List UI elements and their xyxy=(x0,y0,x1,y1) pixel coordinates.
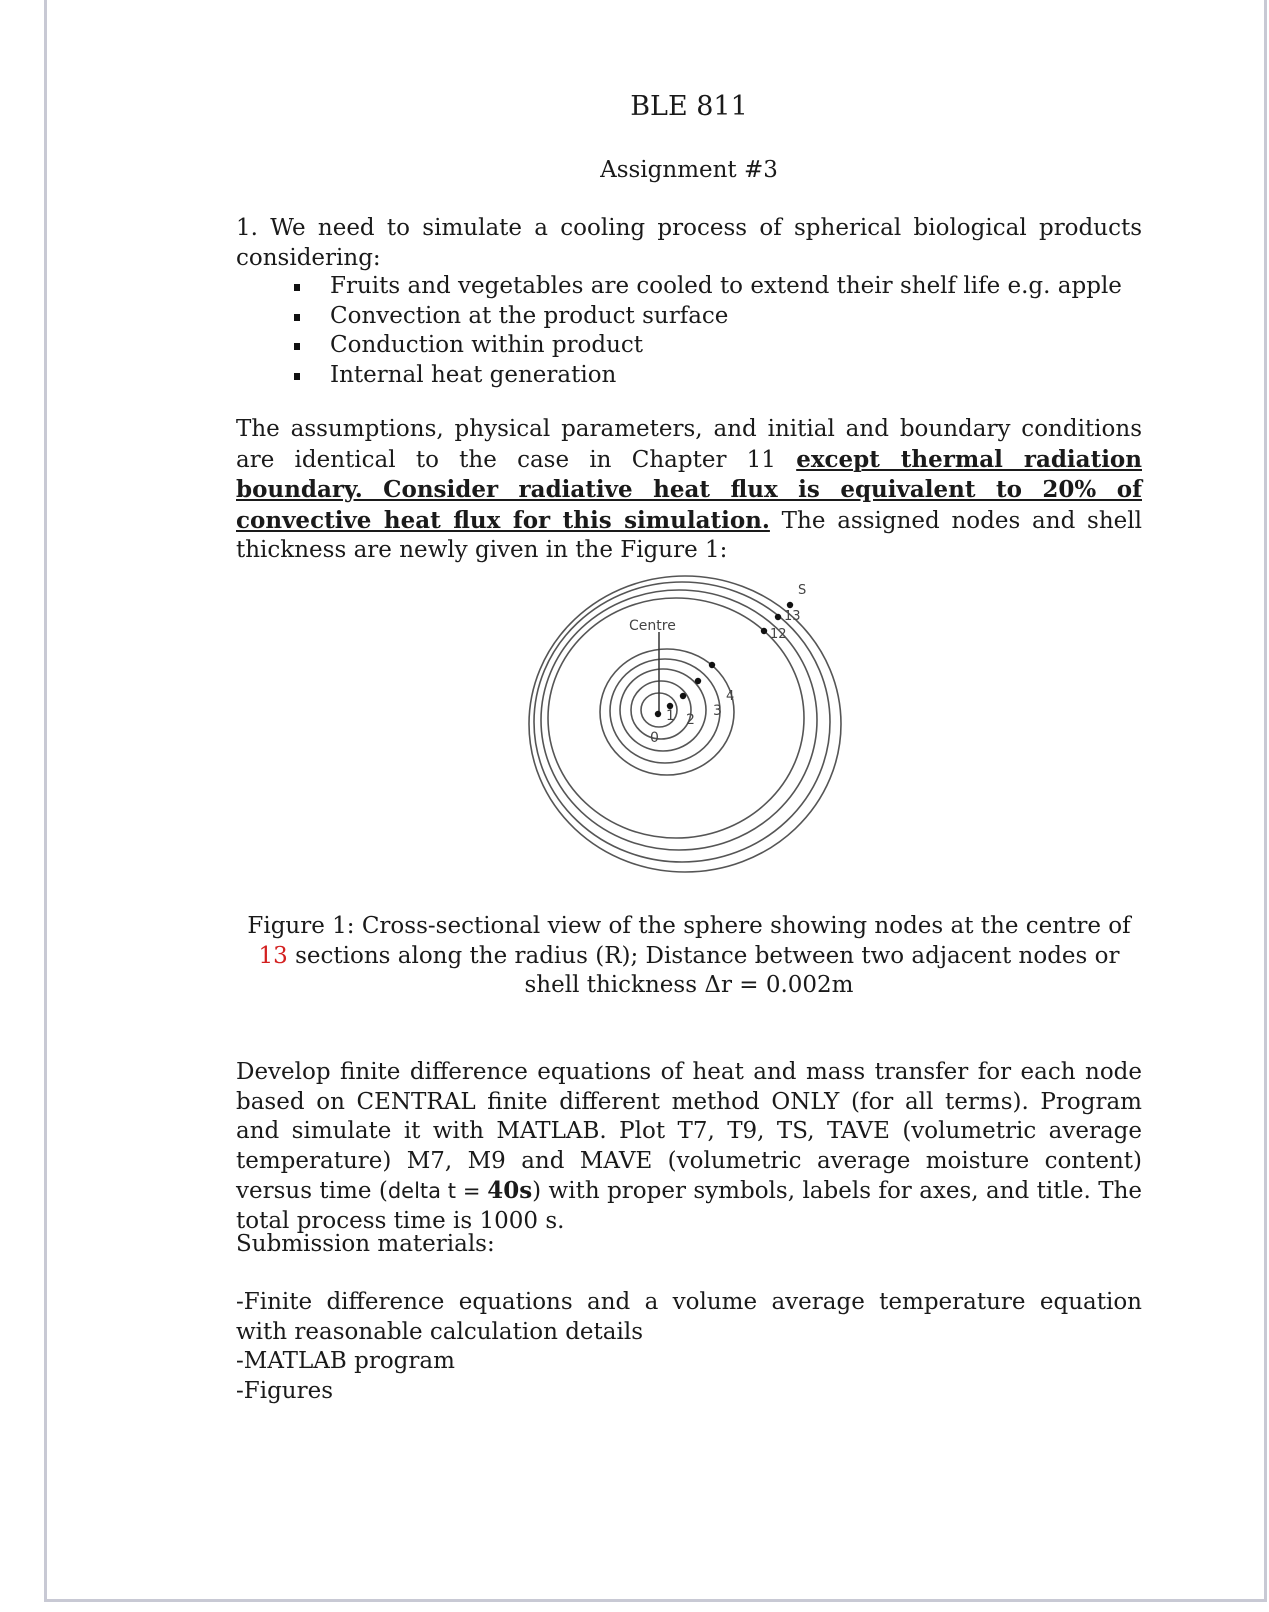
node-dot xyxy=(761,628,767,634)
assumptions-paragraph: The assumptions, physical parameters, and initial and boundary conditions are identical to the case in Chapter 11 except thermal radiation boundary. Consider radiative heat flux is equivalent to 20% of convective heat flux for this simulation. The assigned nodes and shell thickness are newly given in the Figure 1: xyxy=(236,416,1142,563)
develop-paragraph: Develop finite difference equations of heat and mass transfer for each node based on CENTRAL finite different method ONLY (for all terms). Program and simulate it with MATLAB. Plot T7, T9, TS, TAVE (volumetric average temperature) M7, M9 and MAVE (volumetric average moisture content) versus time (delta t = 40s) with proper symbols, labels for axes, and title. The total process time is 1000 s. xyxy=(236,1059,1142,1234)
shell-ring xyxy=(548,598,804,838)
node-label: 1 xyxy=(666,708,675,724)
node-dot xyxy=(695,678,701,684)
shell-ring xyxy=(610,659,720,763)
course-title: BLE 811 xyxy=(630,91,748,122)
consideration-list xyxy=(236,272,1142,390)
list-item: Fruits and vegetables are cooled to extend their shelf life e.g. apple xyxy=(236,272,1142,302)
list-item: -MATLAB program xyxy=(236,1348,455,1374)
node-label: 13 xyxy=(784,609,801,624)
node-dot xyxy=(775,614,781,620)
figure-caption: Figure 1: Cross-sectional view of the sphere showing nodes at the centre of 13 sections along the radius (R); Distance between two adjacent nodes or shell thickness Δr = 0.002m xyxy=(247,913,1131,998)
node-label: 4 xyxy=(726,689,735,704)
list-item: Internal heat generation xyxy=(236,361,1142,391)
node-label: 3 xyxy=(713,703,722,719)
shell-thickness-equation: Δr = 0.002m xyxy=(704,972,854,998)
list-item: -Figures xyxy=(236,1377,334,1404)
emphasis-text: except thermal radiation boundary. Consider radiative heat flux is equivalent to 20% of convective heat flux for this simulation. xyxy=(236,445,1142,534)
node-dot xyxy=(709,662,715,668)
node-label: 12 xyxy=(770,627,787,642)
node-dot xyxy=(787,602,793,608)
node-dot xyxy=(680,693,686,699)
node-dot xyxy=(655,711,661,717)
node-label: 0 xyxy=(650,730,659,746)
delta-t-value: 40s xyxy=(487,1177,533,1204)
list-item: -Finite difference equations and a volume average temperature equation with reasonable calculation details xyxy=(236,1289,1142,1345)
shell-ring xyxy=(534,582,830,862)
bullet-square-icon xyxy=(294,343,300,350)
sections-count: 13 xyxy=(258,942,288,969)
shell-ring xyxy=(631,681,691,739)
bullet-square-icon xyxy=(294,284,300,291)
submission-materials xyxy=(236,1288,1142,1406)
node-label: S xyxy=(798,583,807,598)
bullet-square-icon xyxy=(294,314,300,321)
list-item: Convection at the product surface xyxy=(236,302,1142,332)
centre-label: Centre xyxy=(629,618,676,634)
assignment-title: Assignment #3 xyxy=(600,157,778,183)
bullet-square-icon xyxy=(294,373,300,380)
list-item: Conduction within product xyxy=(236,331,1142,361)
node-label: 2 xyxy=(686,712,695,728)
question-intro: 1. We need to simulate a cooling process of spherical biological products considering: xyxy=(236,215,1142,271)
sphere-cross-section-figure xyxy=(484,572,884,902)
submission-heading: Submission materials: xyxy=(236,1231,495,1257)
